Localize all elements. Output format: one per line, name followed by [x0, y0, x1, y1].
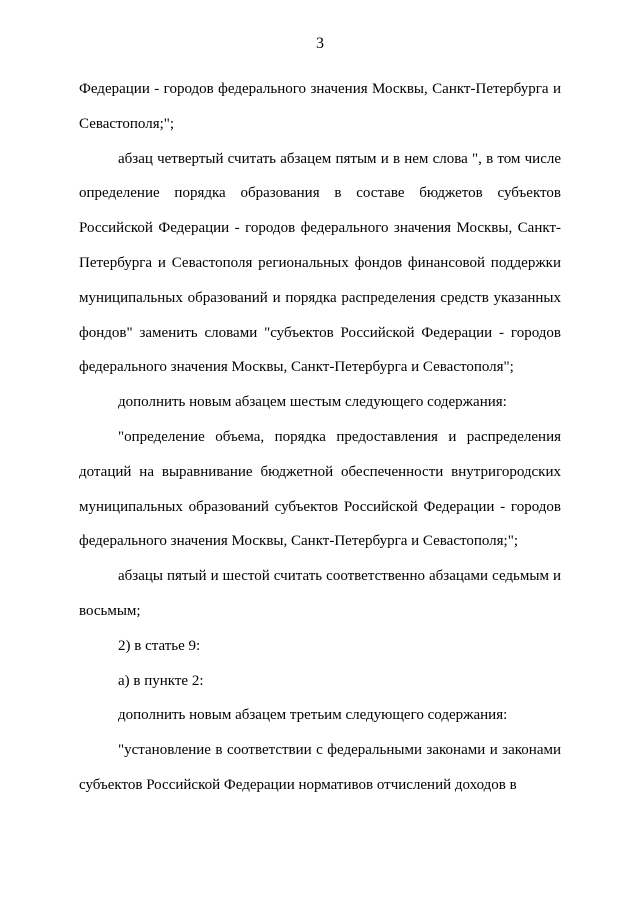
paragraph: абзац четвертый считать абзацем пятым и в нем слова ", в том числе определение порядка образования в составе бюджетов субъектов Российской Федерации - городов федерального значения Москвы, Санкт-Петербурга и Севастополя региональных фондов финансовой поддержки муниципальных образований и порядка распределения средств указанных фондов" заменить словами "субъектов Российской Федерации - городов федерального значения Москвы, Санкт-Петербурга и Севастополя"; [79, 150, 561, 376]
paragraph-continuation: Федерации - городов федерального значения Москвы, Санкт-Петербурга и Севастополя;"; [79, 81, 561, 132]
paragraph: "определение объема, порядка предоставления и распределения дотаций на выравнивание бюджетной обеспеченности внутригородских муниципальных образований субъектов Российской Федерации - городов федерального значения Москвы, Санкт-Петербурга и Севастополя;"; [79, 428, 561, 550]
paragraph: абзацы пятый и шестой считать соответственно абзацами седьмым и восьмым; [79, 568, 561, 619]
paragraph: а) в пункте 2: [118, 672, 204, 689]
document-body [79, 72, 561, 803]
paragraph: дополнить новым абзацем третьим следующего содержания: [118, 707, 508, 724]
page-number: 3 [316, 35, 324, 52]
paragraph-last: "установление в соответствии с федеральными законами и законами субъектов Российской Федерации нормативов отчислений доходов в [79, 742, 561, 793]
paragraph: 2) в статье 9: [118, 637, 201, 654]
paragraph: дополнить новым абзацем шестым следующего содержания: [118, 394, 507, 411]
